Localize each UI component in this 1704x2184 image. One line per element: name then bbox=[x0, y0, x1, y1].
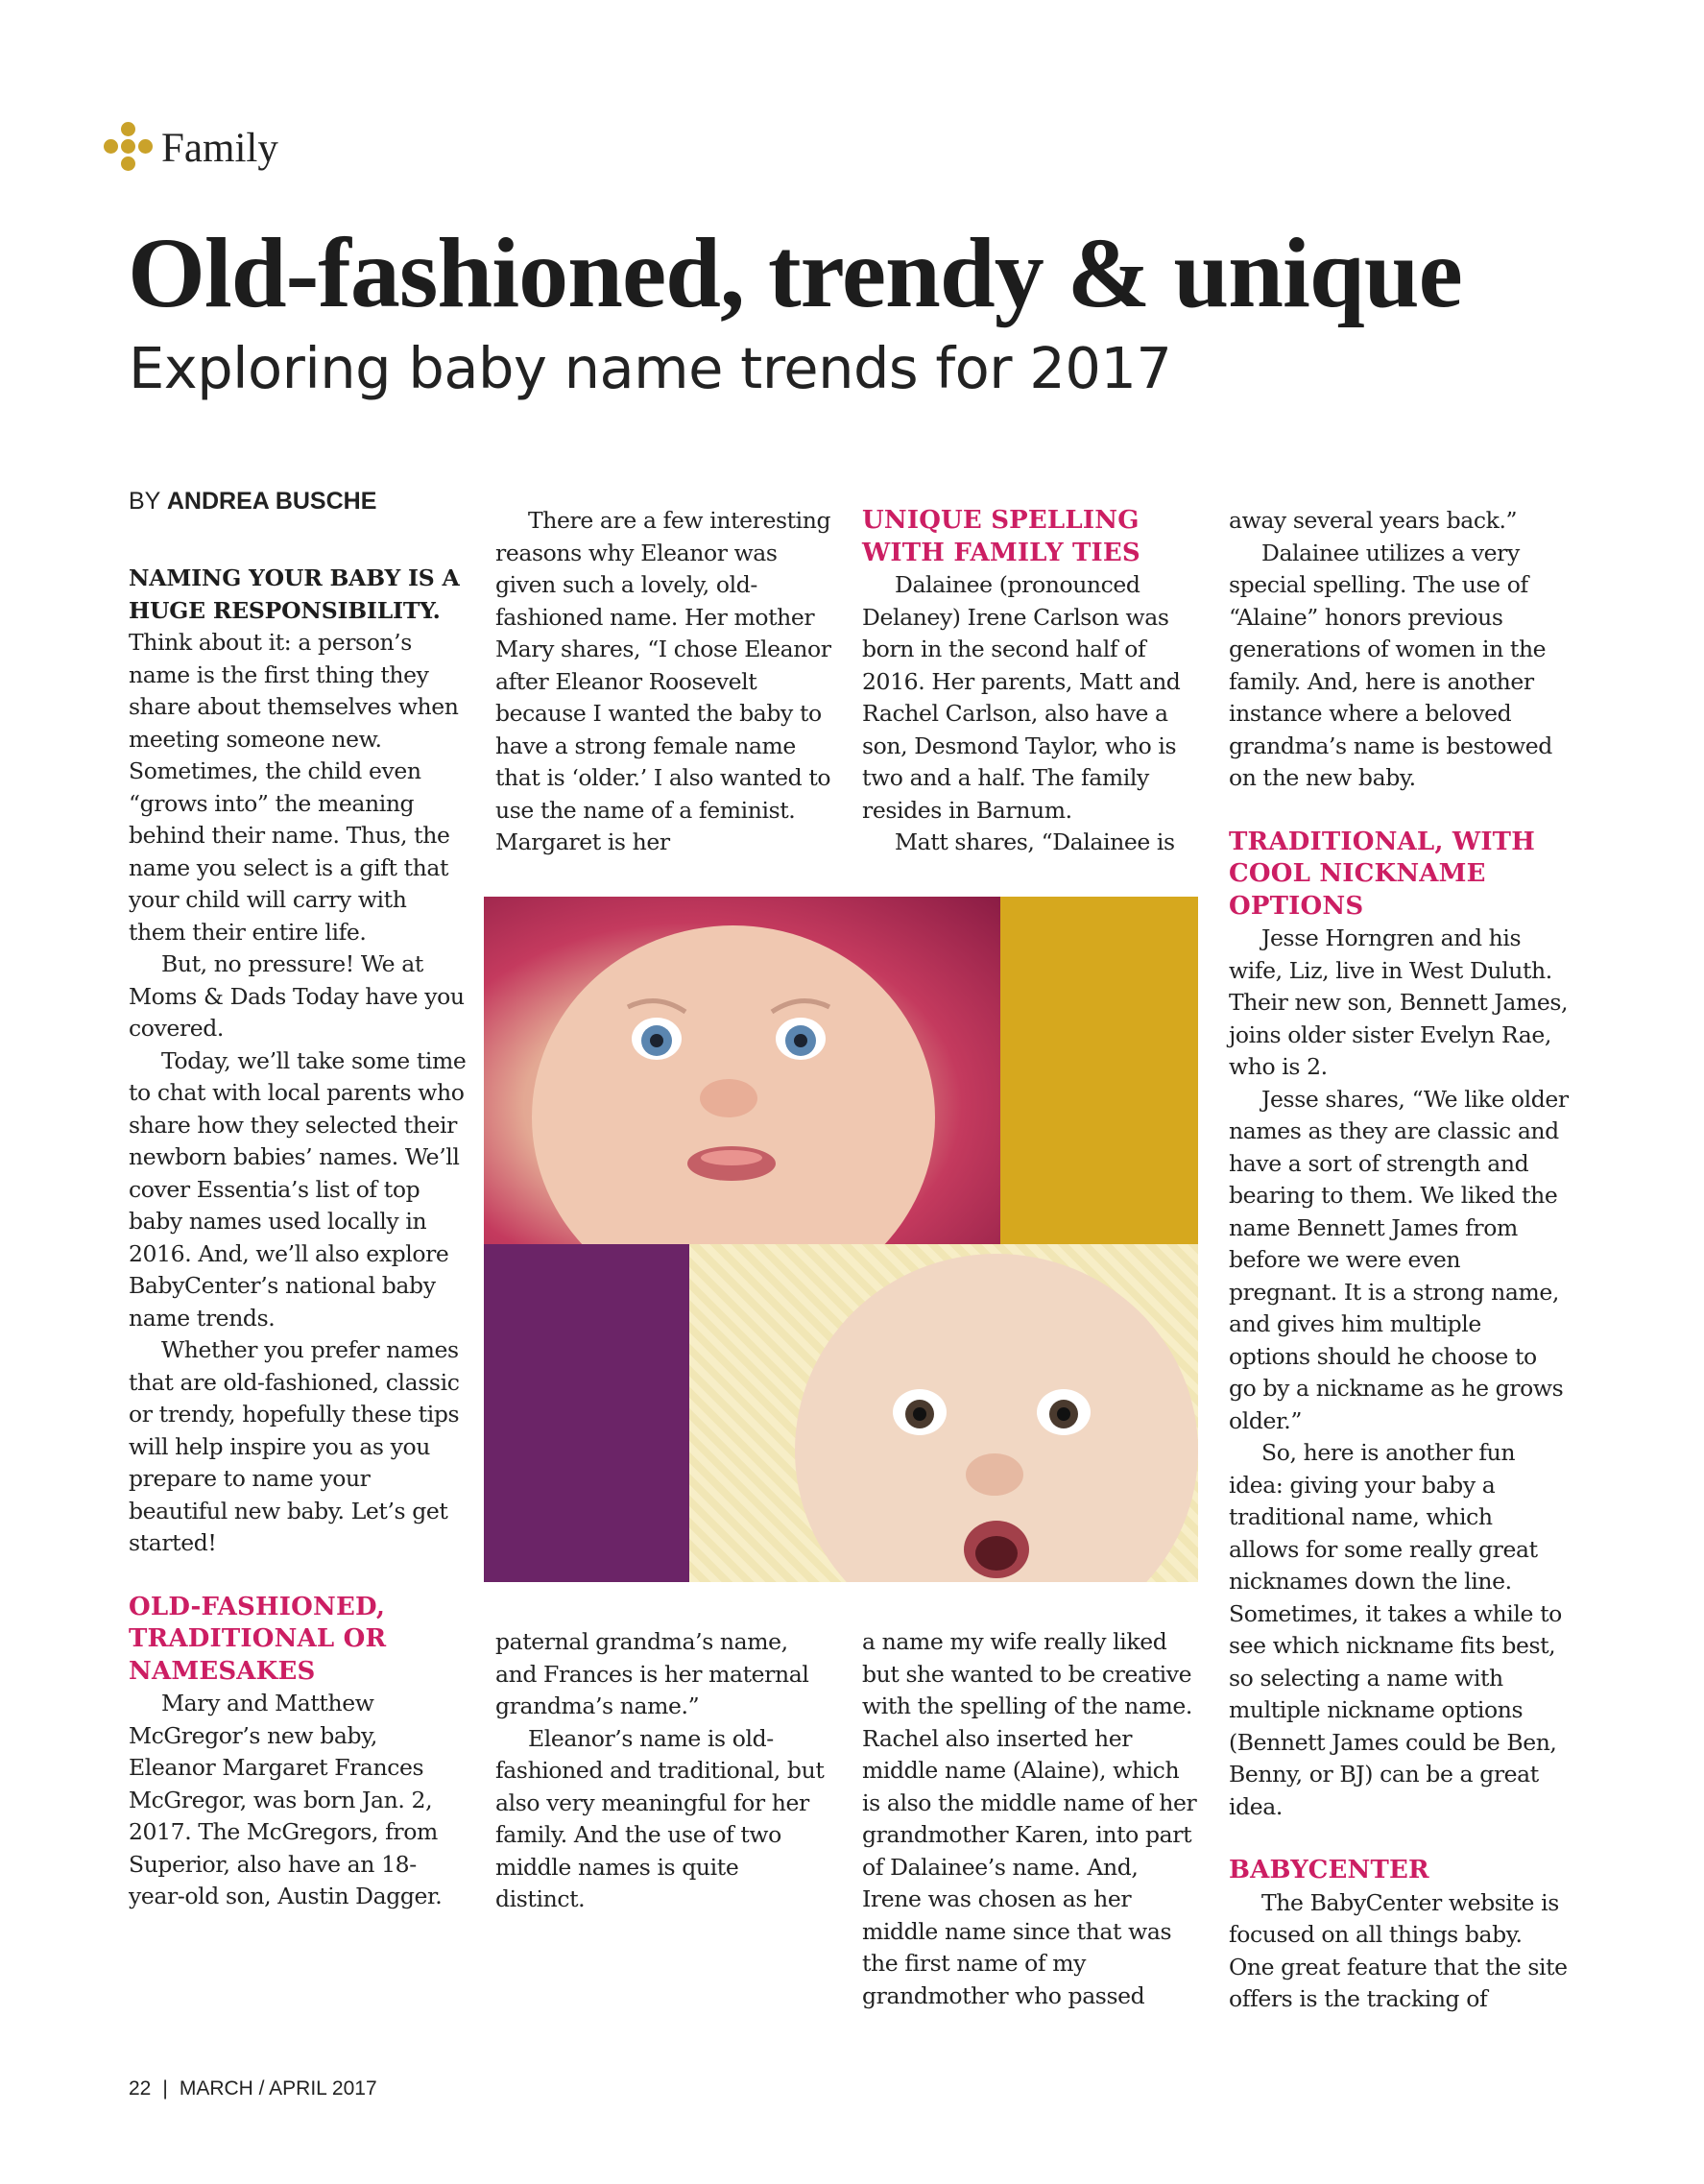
subsection-heading: OLD-FASHIONED, TRADITIONAL OR NAMESAKES bbox=[129, 1592, 387, 1686]
paragraph: Eleanor’s name is old-fashioned and traditional, but also very meaningful for her family. And the use of two middle names is quite distinct. bbox=[495, 1724, 825, 1912]
paragraph: But, no pressure! We at Moms & Dads Today have you covered. bbox=[129, 950, 465, 1042]
paragraph: Dalainee (pronounced Delaney) Irene Carlson was born in the second half of 2016. Her parents, Matt and Rachel Carlson, also have a son, Desmond Taylor, who is two and a half. The family resides in Barnum. bbox=[862, 571, 1181, 824]
article-column-2-top bbox=[495, 505, 833, 859]
article-column-1 bbox=[129, 563, 467, 1913]
lead-in: NAMING YOUR BABY IS A HUGE RESPONSIBILITY. bbox=[129, 564, 460, 624]
paragraph: The BabyCenter website is focused on all things baby. One great feature that the site offers is the tracking of bbox=[1229, 1888, 1568, 2012]
baby-photo-surprised bbox=[689, 1244, 1198, 1582]
paragraph: a name my wife really liked but she wanted to be creative with the spelling of the name. Rachel also inserted her middle name (Alaine), which is also the middle name of her grandmother Karen, into part of Dalainee’s name. And, Irene was chosen as her middle name since that was the first name of my grandmother who passed bbox=[862, 1628, 1197, 2009]
paragraph: Mary and Matthew McGregor’s new baby, Eleanor Margaret Frances McGregor, was born Jan. 2, 2017. The McGregors, from Superior, also have an 18-year-old son, Austin Dagger. bbox=[129, 1690, 443, 1909]
paragraph: There are a few interesting reasons why Eleanor was given such a lovely, old-fashioned name. Her mother Mary shares, “I chose Eleanor after Eleanor Roosevelt because I wanted the baby to have a strong female name that is ‘older.’ I also wanted to use the name of a feminist. Margaret is her bbox=[495, 507, 831, 855]
article-column-3-top bbox=[862, 505, 1200, 859]
issue-date: MARCH / APRIL 2017 bbox=[179, 2077, 377, 2100]
section-label: Family bbox=[161, 125, 278, 171]
page-footer bbox=[129, 2077, 377, 2100]
section-tag bbox=[104, 119, 278, 177]
paragraph: Matt shares, “Dalainee is bbox=[895, 828, 1175, 855]
gold-color-block bbox=[1000, 897, 1198, 1244]
paragraph: So, here is another fun idea: giving your baby a traditional name, which allows for some really great nicknames down the line. Sometimes, it takes a while to see which nickname fits best, so selecting a name with multiple nickname options (Bennett James could be Ben, Benny, or BJ) can be a great idea. bbox=[1229, 1439, 1562, 1820]
byline bbox=[129, 488, 376, 516]
baby-photo-frowning bbox=[484, 897, 1000, 1244]
article-column-4 bbox=[1229, 505, 1569, 2016]
paragraph: Jesse Horngren and his wife, Liz, live in West Duluth. Their new son, Bennett James, joins older sister Evelyn Rae, who is 2. bbox=[1229, 924, 1569, 1080]
subheadline: Exploring baby name trends for 2017 bbox=[129, 335, 1172, 401]
page-number: 22 bbox=[129, 2077, 152, 2100]
paragraph: Whether you prefer names that are old-fashioned, classic or trendy, hopefully these tips will help inspire you as you prepare to name your beautiful new baby. Let’s get started! bbox=[129, 1336, 460, 1556]
subsection-heading: TRADITIONAL, WITH COOL NICKNAME OPTIONS bbox=[1229, 827, 1535, 921]
byline-author: ANDREA BUSCHE bbox=[166, 488, 377, 515]
paragraph bbox=[129, 563, 467, 948]
article-column-2-bottom bbox=[495, 1626, 833, 1916]
subsection-heading: BABYCENTER bbox=[1229, 1856, 1429, 1884]
paragraph: Dalainee utilizes a very special spelling. The use of “Alaine” honors previous generations of women in the family. And, here is another instance where a beloved grandma’s name is bestowed on the new baby. bbox=[1229, 539, 1552, 791]
footer-divider: | bbox=[162, 2077, 168, 2100]
photo-collage bbox=[484, 897, 1198, 1582]
purple-color-block bbox=[484, 1244, 689, 1582]
paragraph: away several years back.” bbox=[1229, 507, 1518, 534]
flower-icon bbox=[104, 122, 154, 174]
paragraph: Jesse shares, “We like older names as they are classic and have a sort of strength and bearing to them. We liked the name Bennett James from before we were even pregnant. It is a strong name, and gives him multiple options should he choose to go by a nickname as he grows older.” bbox=[1229, 1085, 1569, 1434]
paragraph-text: Think about it: a person’s name is the first thing they share about themselves when meeting someone new. Sometimes, the child even “grows into” the meaning behind their name. Thus, the name you select is a gift that your child will carry with them their entire life. bbox=[129, 629, 459, 946]
headline: Old-fashioned, trendy & unique bbox=[128, 218, 1462, 328]
byline-prefix: BY bbox=[129, 488, 160, 515]
article-column-3-bottom bbox=[862, 1626, 1200, 2012]
paragraph: paternal grandma’s name, and Frances is her maternal grandma’s name.” bbox=[495, 1628, 809, 1719]
subsection-heading: UNIQUE SPELLING WITH FAMILY TIES bbox=[862, 506, 1140, 567]
paragraph: Today, we’ll take some time to chat with local parents who share how they selected their newborn babies’ names. We’ll cover Essentia’s list of top baby names used locally in 2016. And, we’ll also explore BabyCenter’s national baby name trends. bbox=[129, 1046, 467, 1332]
